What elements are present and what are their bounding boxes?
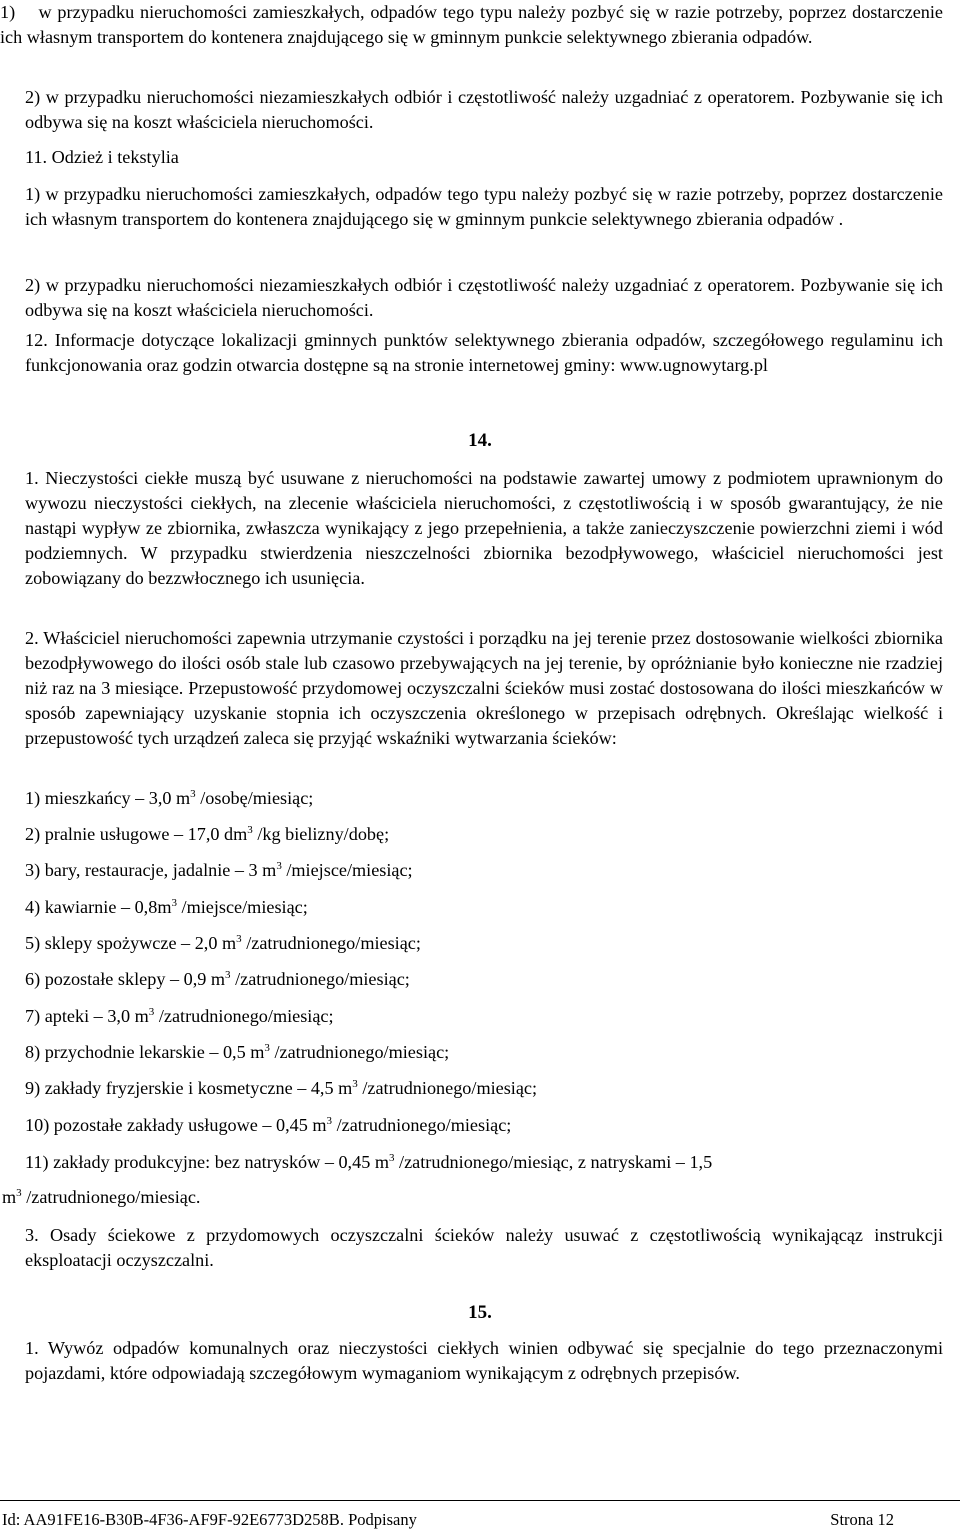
list-item: 9) zakłady fryzjerskie i kosmetyczne – 4,5 $m^3$ /zatrudnionego/miesiąc; — [25, 1078, 538, 1098]
paragraph-7 — [25, 466, 943, 591]
paragraph-10-text: 1. Wywóz odpadów komunalnych oraz nieczystości ciekłych winien odbywać się specjalnie do tego przeznaczonymi pojazdami, które odpowiadają szczegółowym wymaganiom wynikającym z odrębnych przepisów. — [25, 1338, 943, 1383]
section-15-number: 15. — [468, 1302, 492, 1323]
list-item: 10) pozostałe zakłady usługowe – 0,45 $m^3$ /zatrudnionego/miesiąc; — [25, 1115, 512, 1135]
paragraph-4-text: 1) w przypadku nieruchomości zamieszkałych, odpadów tego typu należy pozbyć się w razie potrzeby, poprzez dostarczenie ich własnym transportem do kontenera znajdującego się w gminnym punkcie selektywnego zbierania odpadów . — [25, 184, 943, 229]
section-15-heading — [0, 1300, 960, 1325]
section-14-number: 14. — [468, 430, 492, 451]
paragraph-8-text: 2. Właściciel nieruchomości zapewnia utrzymanie czystości i porządku na jej terenie przez dostosowanie wielkości zbiornika bezodpływowego do ilości osób stale lub czasowo przebywających na jej terenie, by opróżnianie było konieczne nie rzadziej niż raz na 3 miesiące. Przepustowość przydomowej oczyszczalni ścieków musi zostać dostosowana do ilości mieszkańców w sposób zapewniający uzyskanie stopnia ich oczyszczenia określonego w przepisach odrębnych. Określając wielkość i przepustowość tych urządzeń zaleca się przyjąć wskaźniki wytwarzania ścieków: — [25, 628, 943, 748]
paragraph-5-text: 2) w przypadku nieruchomości niezamieszkałych odbiór i częstotliwość należy uzgadniać z operatorem. Pozbywanie się ich odbywa się na koszt właściciela nieruchomości. — [25, 275, 943, 320]
paragraph-7-text: 1. Nieczystości ciekłe muszą być usuwane z nieruchomości na podstawie zawartej umowy z podmiotem uprawnionym do wywozu nieczystości ciekłych, na zlecenie właściciela nieruchomości, z częstotliwością i w sposób gwarantujący, że nie nastąpi wypływ ze zbiornika, zwłaszcza wynikający z jego przepełnienia, a także zanieczyszczenie powierzchni ziemi i wód podziemnych. W przypadku stwierdzenia nieszczelności zbiornika bezodpływowego, właściciel nieruchomości jest zobowiązany do bezzwłocznego ich usunięcia. — [25, 468, 943, 588]
list-item: 7) apteki – 3,0 $m^3$ /zatrudnionego/miesiąc; — [25, 1006, 334, 1026]
paragraph-1-text: 1) w przypadku nieruchomości zamieszkałych, odpadów tego typu należy pozbyć się w razie potrzeby, poprzez dostarczenie ich własnym transportem do kontenera znajdującego się w gminnym punkcie selektywnego zbierania odpadów. — [0, 2, 943, 47]
section-11-title: 11. Odzież i tekstylia — [25, 147, 179, 167]
paragraph-5 — [25, 273, 943, 323]
paragraph-2-text: 2) w przypadku nieruchomości niezamieszkałych odbiór i częstotliwość należy uzgadniać z operatorem. Pozbywanie się ich odbywa się na koszt właściciela nieruchomości. — [25, 87, 943, 132]
paragraph-2 — [25, 85, 943, 135]
list-item: 6) pozostałe sklepy – 0,9 $m^3$ /zatrudnionego/miesiąc; — [25, 969, 410, 989]
paragraph-10 — [25, 1336, 943, 1386]
paragraph-1 — [0, 0, 943, 50]
document-id: Id: AA91FE16-B30B-4F36-AF9F-92E6773D258B. Podpisany — [2, 1510, 417, 1529]
list-item: 1) mieszkańcy – 3,0 $m^3$ /osobę/miesiąc; — [25, 788, 314, 808]
paragraph-4 — [25, 182, 943, 232]
list-item-continuation: $m^3$ /zatrudnionego/miesiąc. — [2, 1187, 201, 1207]
list-item: 2) pralnie usługowe – 17,0 $dm^3$ /kg bielizny/dobę; — [25, 824, 390, 844]
list-item: 8) przychodnie lekarskie – 0,5 $m^3$ /zatrudnionego/miesiąc; — [25, 1042, 450, 1062]
list-item: 11) zakłady produkcyjne: bez natrysków – 0,45 $m^3$ /zatrudnionego/miesiąc, z natryskami – 1,5 — [25, 1152, 713, 1172]
paragraph-6 — [25, 328, 943, 378]
paragraph-8 — [25, 626, 943, 751]
list-item: 3) bary, restauracje, jadalnie – 3 $m^3$ /miejsce/miesiąc; — [25, 860, 413, 880]
list-item: 5) sklepy spożywcze – 2,0 $m^3$ /zatrudnionego/miesiąc; — [25, 933, 421, 953]
page-number: Strona 12 — [830, 1510, 894, 1529]
footer-divider — [0, 1500, 960, 1501]
paragraph-9 — [25, 1223, 943, 1273]
list-item: 4) kawiarnie – $0,8m^3$ /miejsce/miesiąc; — [25, 897, 308, 917]
paragraph-9-text: 3. Osady ściekowe z przydomowych oczyszczalni ścieków należy usuwać z częstotliwością wynikającąz instrukcji eksploatacji oczyszczalni. — [25, 1225, 943, 1270]
section-14-heading — [0, 428, 960, 453]
paragraph-6-text: 12. Informacje dotyczące lokalizacji gminnych punktów selektywnego zbierania odpadów, szczegółowego regulaminu ich funkcjonowania oraz godzin otwarcia dostępne są na stronie internetowej gminy: www.ugnowytarg.pl — [25, 330, 943, 375]
section-11-heading — [25, 145, 943, 170]
